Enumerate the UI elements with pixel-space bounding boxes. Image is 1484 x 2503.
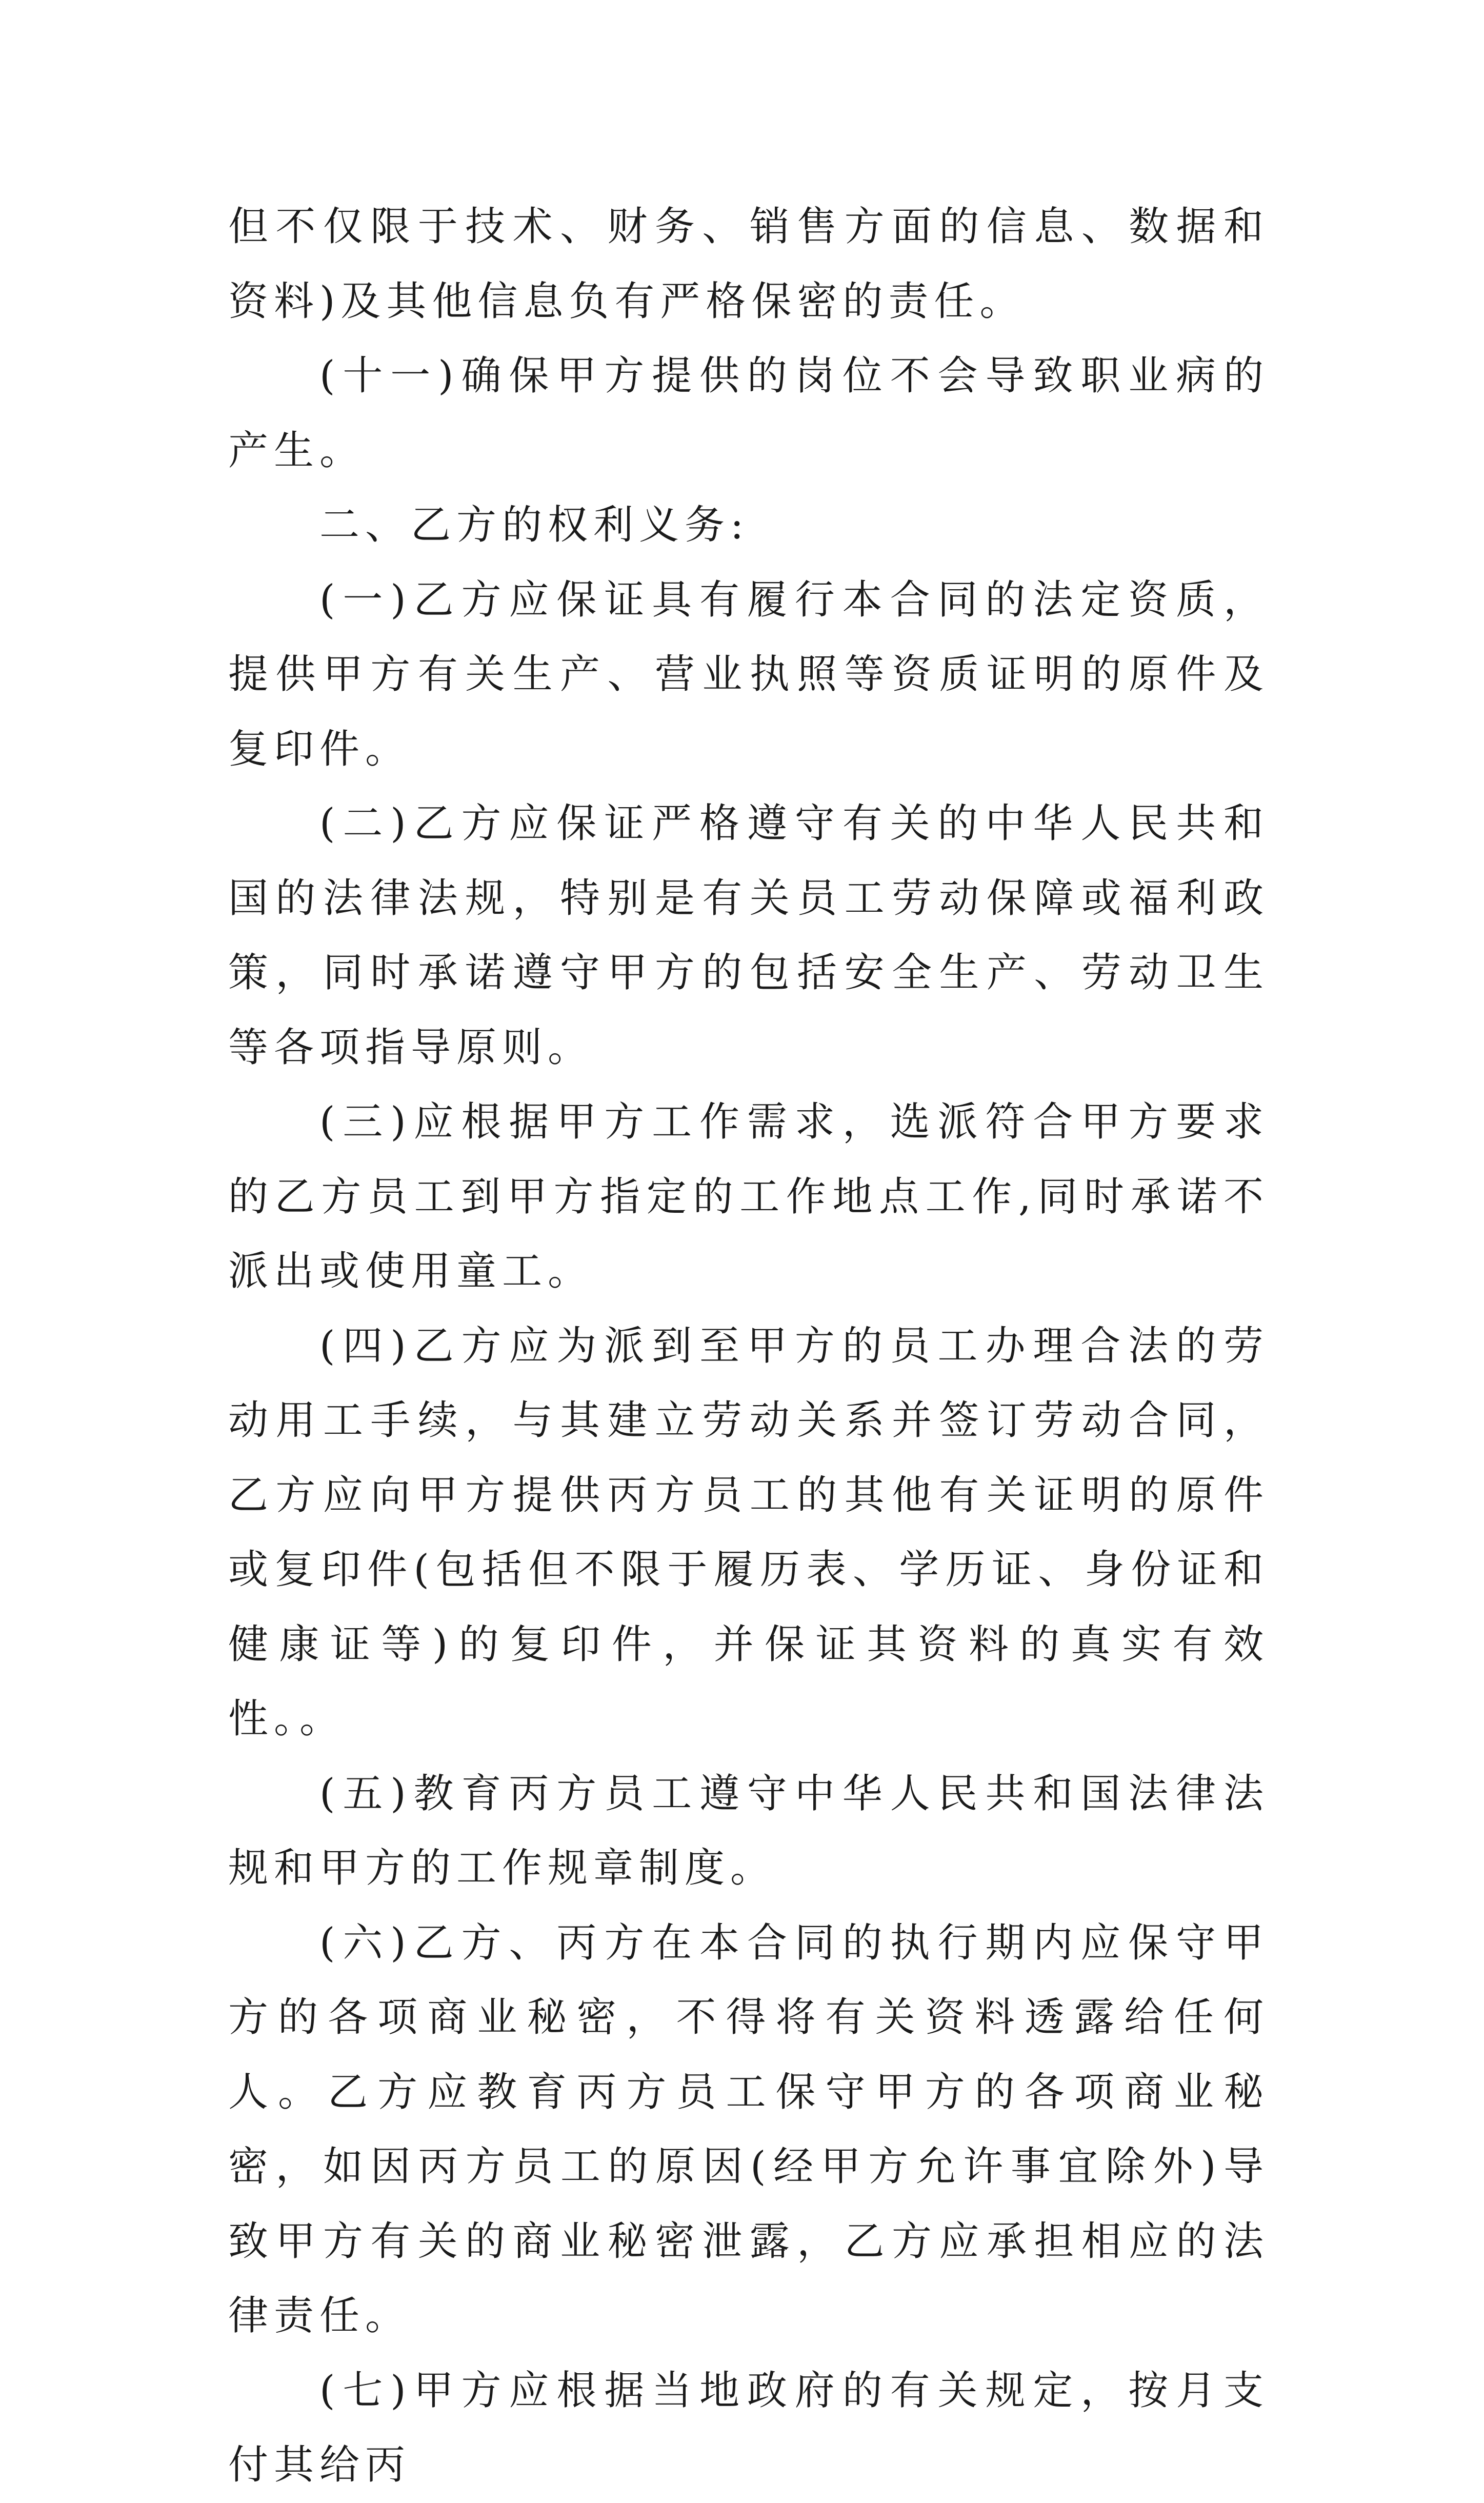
paragraph-party-b-item-6: (六)乙方、丙方在本合同的执行期内应保守甲方的各项商业秘密，不得将有关资料透露给任何人。乙方应教育丙方员工保守甲方的各项商业秘密，如因丙方员工的原因(经甲方允许事宜除外)导致甲方有关的商业秘密泄露，乙方应承担相应的法律责任。 xyxy=(228,1919,1269,2339)
paragraph-party-a-item-11: (十一)确保甲方提供的岗位不会导致职业病的产生。 xyxy=(228,353,1269,474)
paragraph-party-b-item-3: (三)应根据甲方工作需求，选派符合甲方要求的乙方员工到甲方指定的工作地点工作,同时承诺不派出或使用童工。 xyxy=(228,1099,1269,1294)
document-body xyxy=(228,190,1269,2503)
paragraph-party-b-item-2: (二)乙方应保证严格遵守有关的中华人民共和国的法律法规，特别是有关员工劳动保障或福利政策，同时承诺遵守甲方的包括安全生产、劳动卫生等各项指导原则。 xyxy=(228,800,1269,1071)
paragraph-party-b-item-4: (四)乙方应为派到至甲方的员工办理合法的劳动用工手续，与其建立劳动关系并签订劳动合同，乙方应向甲方提供丙方员工的其他有关证明的原件或复印件(包括但不限于履历表、学历证、身份证和健康证等)的复印件，并保证其资料的真实有效性。。 xyxy=(228,1323,1269,1742)
section-heading-party-b-rights: 二、乙方的权利义务: xyxy=(319,502,750,548)
paragraph-party-b-item-7: (七)甲方应根据当地政府的有关规定，按月支付其给丙 xyxy=(228,2367,1269,2488)
paragraph-party-b-item-5: (五)教育丙方员工遵守中华人民共和国法律法规和甲方的工作规章制度。 xyxy=(228,1770,1269,1891)
paragraph-confidentiality-cont: 但不仅限于技术、财务、销售方面的信息、数据和资料)及其他信息负有严格保密的责任。 xyxy=(228,204,1269,325)
paragraph-party-b-item-1: (一)乙方应保证具有履行本合同的法定资质，提供甲方有关生产、营业执照等资质证明的原件及复印件。 xyxy=(228,576,1269,772)
